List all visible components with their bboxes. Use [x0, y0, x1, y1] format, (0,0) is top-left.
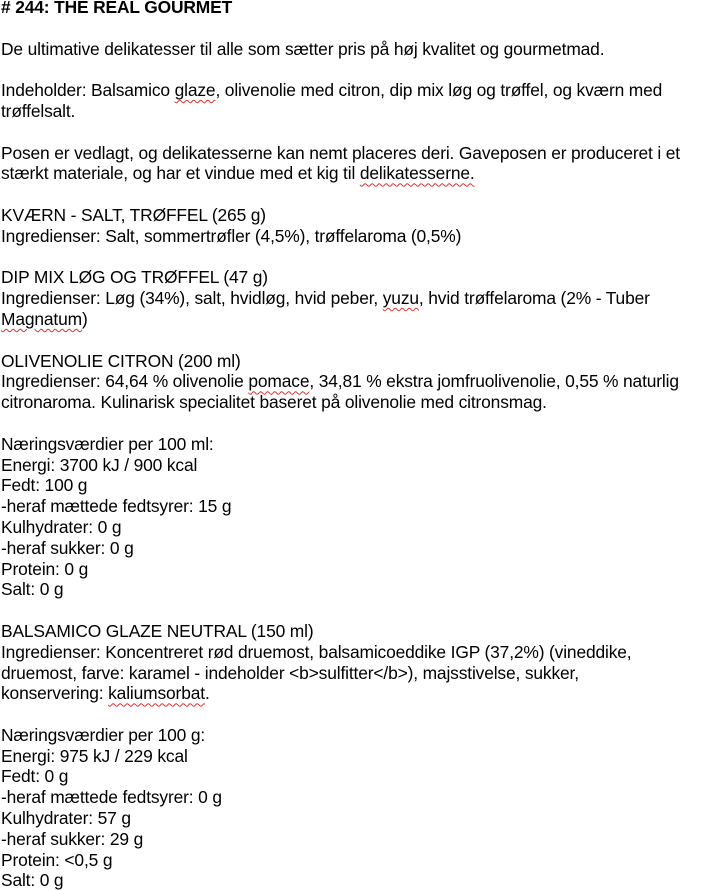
grinder-section	[1, 205, 718, 247]
ingredients-text: Ingredienser: Koncentreret rød druemost, balsamicoeddike IGP (37,2%) (vineddike,	[1, 641, 632, 662]
bag-text: Posen er vedlagt, og delikatesserne kan nemt placeres deri. Gaveposen er produceret i et	[1, 142, 680, 163]
bag-paragraph	[1, 143, 718, 185]
nutrition-line: Kulhydrater: 0 g	[1, 516, 122, 537]
contents-paragraph	[1, 80, 718, 122]
nutrition-line: Kulhydrater: 57 g	[1, 808, 131, 829]
dip-section	[1, 267, 718, 329]
nutrition-line: Fedt: 100 g	[1, 475, 88, 496]
intro-paragraph: De ultimative delikatesser til alle som sætter pris på høj kvalitet og gourmetmad.	[1, 38, 605, 59]
oil-section	[1, 351, 718, 413]
glaze-nutrition	[1, 725, 718, 891]
ingredients-text: Ingredienser: 64,64 % olivenolie	[1, 371, 249, 392]
ingredients-text: , hvid trøffelaroma (2% - Tuber	[418, 288, 650, 309]
section-heading: OLIVENOLIE CITRON (200 ml)	[1, 350, 241, 371]
ingredients-text: .	[204, 683, 210, 704]
nutrition-line: Næringsværdier per 100 g:	[1, 724, 206, 745]
nutrition-line: Energi: 3700 kJ / 900 kcal	[1, 454, 198, 475]
ingredients-text: druemost, farve: karamel - indeholder <b>sulfitter</b>), majsstivelse, sukker,	[1, 662, 579, 683]
spellcheck-word: glaze	[174, 80, 216, 101]
ingredients-text: Ingredienser: Salt, sommertrøfler (4,5%), trøffelaroma (0,5%)	[1, 225, 462, 246]
nutrition-line: -heraf sukker: 0 g	[1, 537, 134, 558]
nutrition-line: Næringsværdier per 100 ml:	[1, 433, 214, 454]
spellcheck-word: kaliumsorbat	[108, 683, 205, 704]
section-heading: BALSAMICO GLAZE NEUTRAL (150 ml)	[1, 620, 314, 641]
oil-nutrition	[1, 434, 718, 600]
document-body	[1, 0, 718, 891]
nutrition-line: Salt: 0 g	[1, 870, 64, 891]
spellcheck-word: delikatesserne.	[359, 163, 475, 184]
nutrition-line: Energi: 975 kJ / 229 kcal	[1, 745, 188, 766]
nutrition-line: Protein: 0 g	[1, 558, 89, 579]
ingredients-text: konservering:	[1, 683, 109, 704]
spellcheck-word: pomace	[248, 371, 310, 392]
nutrition-line: -heraf sukker: 29 g	[1, 828, 144, 849]
nutrition-line: Salt: 0 g	[1, 579, 64, 600]
nutrition-line: Protein: <0,5 g	[1, 849, 113, 870]
glaze-section	[1, 621, 718, 704]
contents-text: trøffelsalt.	[1, 100, 76, 121]
contents-text: Indeholder: Balsamico	[1, 80, 175, 101]
ingredients-text: )	[81, 308, 88, 329]
contents-text: , olivenolie med citron, dip mix løg og trøffel, og kværn med	[215, 80, 663, 101]
spellcheck-word: Magnatum	[1, 308, 82, 329]
section-heading: DIP MIX LØG OG TRØFFEL (47 g)	[1, 267, 268, 288]
ingredients-text: citronaroma. Kulinarisk specialitet baseret på olivenolie med citronsmag.	[1, 392, 547, 413]
ingredients-text: Ingredienser: Løg (34%), salt, hvidløg, hvid peber,	[1, 288, 383, 309]
document-title: # 244: THE REAL GOURMET	[1, 0, 233, 17]
nutrition-line: Fedt: 0 g	[1, 766, 69, 787]
nutrition-line: -heraf mættede fedtsyrer: 15 g	[1, 496, 232, 517]
section-heading: KVÆRN - SALT, TRØFFEL (265 g)	[1, 204, 266, 225]
ingredients-text: , 34,81 % ekstra jomfruolivenolie, 0,55 % naturlig	[309, 371, 679, 392]
bag-text: stærkt materiale, og har et vindue med et kig til	[1, 163, 360, 184]
spellcheck-word: yuzu	[382, 288, 419, 309]
nutrition-line: -heraf mættede fedtsyrer: 0 g	[1, 787, 222, 808]
